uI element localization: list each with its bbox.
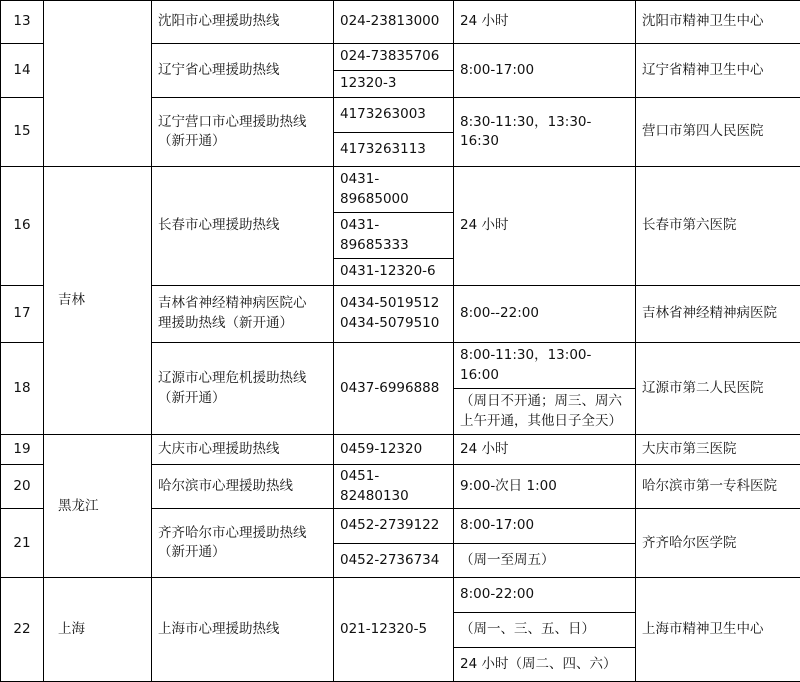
row-service-time bbox=[454, 342, 636, 434]
row-organization: 大庆市第三医院 bbox=[636, 435, 800, 465]
row-province bbox=[44, 578, 152, 682]
telephone-line: 0431-89685333 bbox=[334, 213, 453, 259]
row-telephone: 0451-82480130 bbox=[334, 465, 454, 509]
row-hotline-name: 大庆市心理援助热线 bbox=[152, 435, 334, 465]
row-index: 14 bbox=[1, 44, 44, 98]
row-service-time: 24 小时 bbox=[454, 435, 636, 465]
table-row bbox=[1, 1, 800, 44]
telephone-line: 4173263003 bbox=[334, 98, 453, 133]
row-index: 13 bbox=[1, 1, 44, 44]
hotline-name-line: 辽宁营口市心理援助热线 bbox=[158, 114, 307, 130]
row-index: 17 bbox=[1, 285, 44, 342]
row-service-time: 24 小时 bbox=[454, 1, 636, 44]
row-service-time: 24 小时 bbox=[454, 167, 636, 286]
row-index: 20 bbox=[1, 465, 44, 509]
row-service-time bbox=[454, 509, 636, 578]
row-province bbox=[44, 167, 152, 435]
telephone-line: 0434-5079510 bbox=[340, 315, 439, 331]
row-index: 18 bbox=[1, 342, 44, 434]
row-index: 15 bbox=[1, 98, 44, 167]
table-row bbox=[1, 167, 800, 286]
telephone-line: 0431-12320-6 bbox=[334, 259, 453, 285]
row-province bbox=[44, 1, 152, 167]
row-hotline-name: 上海市心理援助热线 bbox=[152, 578, 334, 682]
row-index: 21 bbox=[1, 509, 44, 578]
telephone-line: 0434-5019512 bbox=[340, 295, 439, 311]
row-telephone: 024-23813000 bbox=[334, 1, 454, 44]
row-hotline-name: 辽宁省心理援助热线 bbox=[152, 44, 334, 98]
telephone-line: 0431-89685000 bbox=[334, 167, 453, 213]
row-hotline-name: 长春市心理援助热线 bbox=[152, 167, 334, 286]
row-hotline-name: 沈阳市心理援助热线 bbox=[152, 1, 334, 44]
service-time-line: 上午开通，其他日子全天） bbox=[454, 412, 635, 435]
row-telephone bbox=[334, 167, 454, 286]
telephone-line: 12320-3 bbox=[334, 71, 453, 97]
hotline-name-line: （新开通） bbox=[158, 390, 226, 406]
row-hotline-name bbox=[152, 342, 334, 434]
row-hotline-name bbox=[152, 509, 334, 578]
table-row bbox=[1, 435, 800, 465]
province-label: 上海 bbox=[50, 620, 145, 640]
row-telephone bbox=[334, 285, 454, 342]
telephone-line: 0452-2736734 bbox=[334, 544, 453, 578]
hotline-name-line: 辽源市心理危机援助热线 bbox=[158, 370, 307, 386]
row-service-time: 8:30-11:30，13:30-16:30 bbox=[454, 98, 636, 167]
row-organization: 辽源市第二人民医院 bbox=[636, 342, 800, 434]
row-telephone: 0437-6996888 bbox=[334, 342, 454, 434]
row-hotline-name: 哈尔滨市心理援助热线 bbox=[152, 465, 334, 509]
province-label: 吉林 bbox=[50, 291, 145, 311]
row-telephone: 021-12320-5 bbox=[334, 578, 454, 682]
row-organization: 辽宁省精神卫生中心 bbox=[636, 44, 800, 98]
telephone-line: 0452-2739122 bbox=[334, 509, 453, 544]
row-organization: 齐齐哈尔医学院 bbox=[636, 509, 800, 578]
row-telephone bbox=[334, 44, 454, 98]
row-index: 16 bbox=[1, 167, 44, 286]
hotline-name-line: 理援助热线（新开通） bbox=[158, 315, 293, 331]
telephone-line: 024-73835706 bbox=[334, 44, 453, 71]
service-time-line: 8:00-22:00 bbox=[454, 578, 635, 613]
service-time-line: （周一、三、五、日） bbox=[454, 613, 635, 648]
row-hotline-name bbox=[152, 98, 334, 167]
row-telephone bbox=[334, 98, 454, 167]
row-service-time: 8:00--22:00 bbox=[454, 285, 636, 342]
service-time-line: 24 小时（周二、四、六） bbox=[454, 648, 635, 682]
row-organization: 上海市精神卫生中心 bbox=[636, 578, 800, 682]
row-service-time: 8:00-17:00 bbox=[454, 44, 636, 98]
service-time-line: 8:00-17:00 bbox=[454, 509, 635, 544]
service-time-line: （周一至周五） bbox=[454, 544, 635, 578]
row-hotline-name bbox=[152, 285, 334, 342]
service-time-line: 8:00-11:30，13:00-16:00 bbox=[454, 343, 635, 389]
row-service-time bbox=[454, 578, 636, 682]
table-row bbox=[1, 578, 800, 682]
hotline-name-line: 齐齐哈尔市心理援助热线 bbox=[158, 525, 307, 541]
service-time-line: （周日不开通；周三、周六 bbox=[454, 389, 635, 412]
row-index: 19 bbox=[1, 435, 44, 465]
row-service-time: 9:00-次日 1:00 bbox=[454, 465, 636, 509]
province-label: 黑龙江 bbox=[50, 497, 145, 517]
row-organization: 营口市第四人民医院 bbox=[636, 98, 800, 167]
row-province bbox=[44, 435, 152, 578]
row-organization: 长春市第六医院 bbox=[636, 167, 800, 286]
hotline-name-line: 吉林省神经精神病医院心 bbox=[158, 295, 307, 311]
row-index: 22 bbox=[1, 578, 44, 682]
row-telephone bbox=[334, 509, 454, 578]
hotline-name-line: （新开通） bbox=[158, 133, 226, 149]
row-organization: 哈尔滨市第一专科医院 bbox=[636, 465, 800, 509]
row-organization: 吉林省神经精神病医院 bbox=[636, 285, 800, 342]
row-telephone: 0459-12320 bbox=[334, 435, 454, 465]
telephone-line: 4173263113 bbox=[334, 133, 453, 167]
hotline-name-line: （新开通） bbox=[158, 544, 226, 560]
row-organization: 沈阳市精神卫生中心 bbox=[636, 1, 800, 44]
